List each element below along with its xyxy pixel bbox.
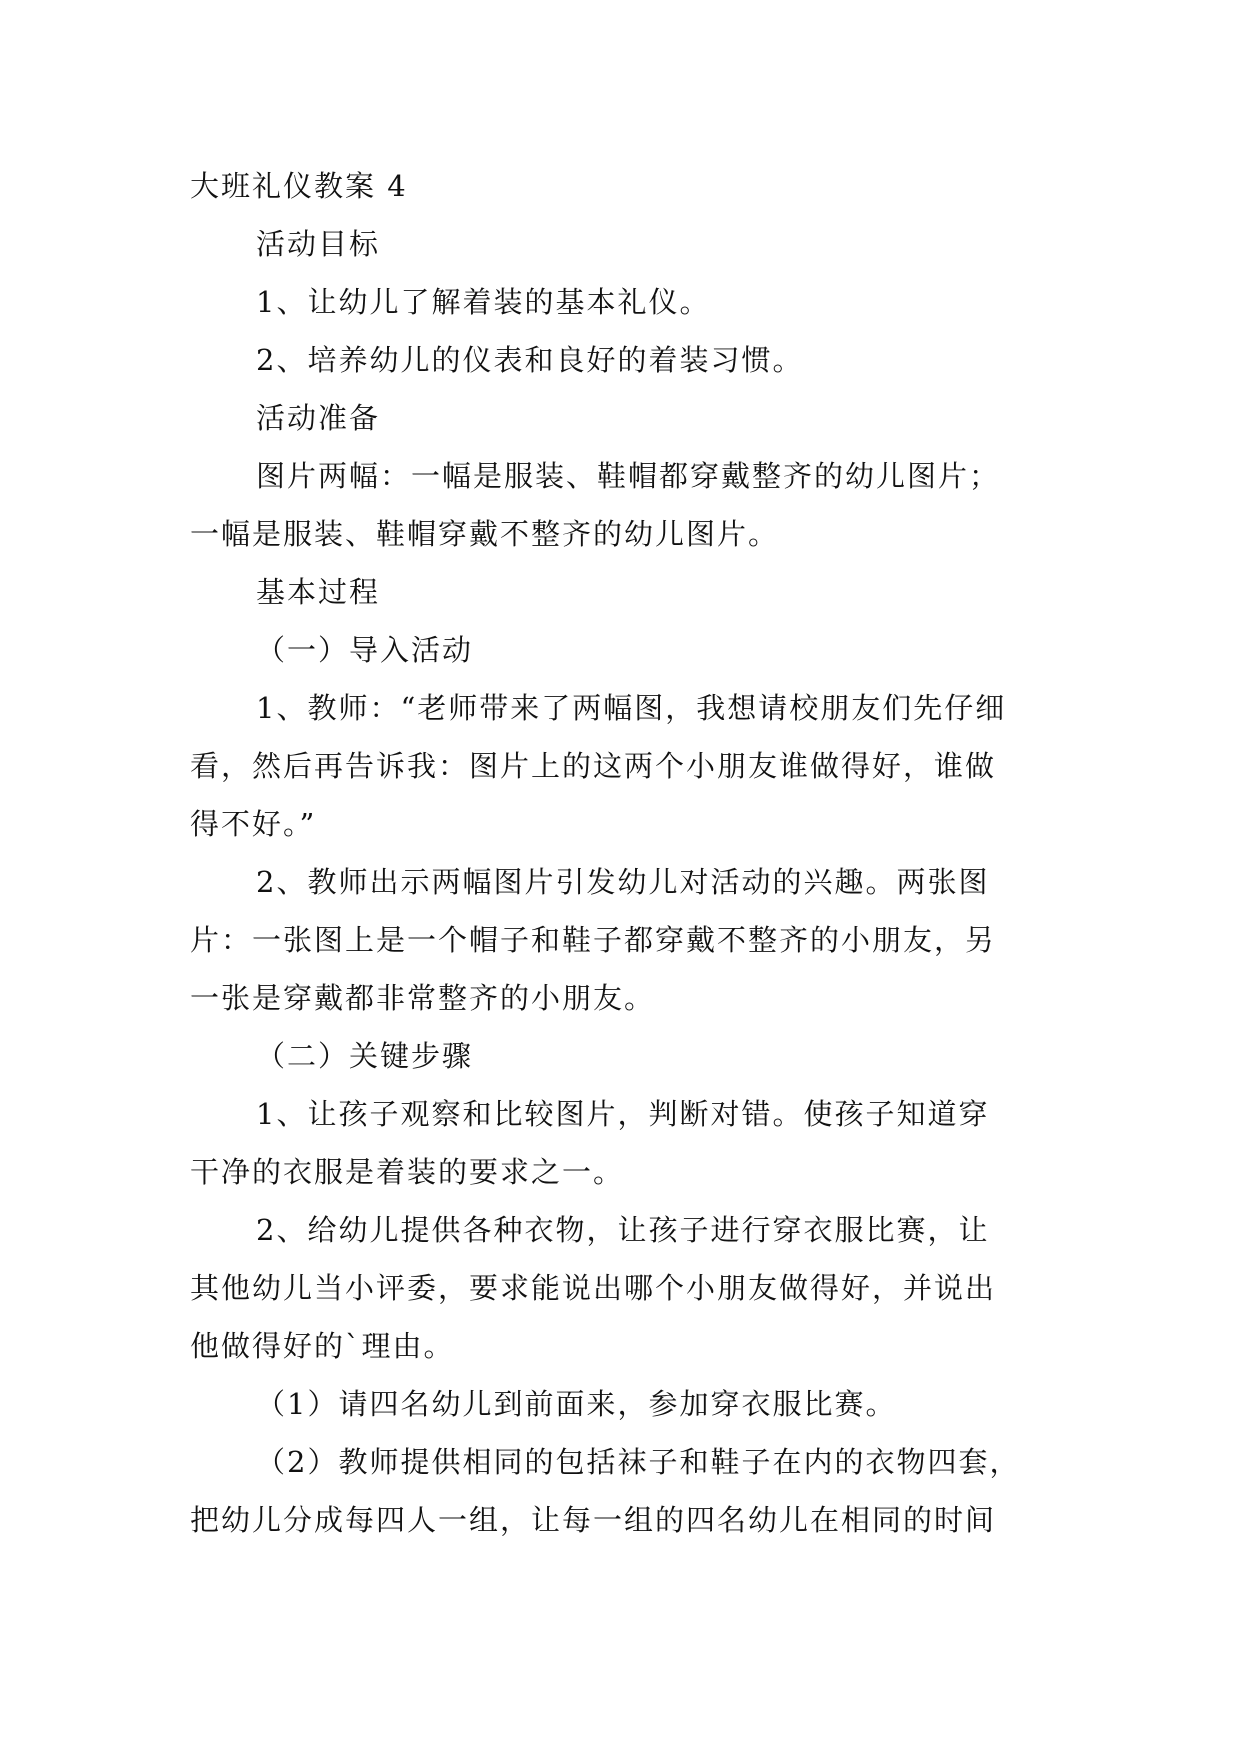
text-line-s2-2c: 他做得好的`理由。	[190, 1329, 455, 1363]
text-line-s2-4a: （2）教师提供相同的包括袜子和鞋子在内的衣物四套，	[256, 1445, 1021, 1479]
text-line-s1-1c: 得不好。”	[190, 807, 317, 841]
text-line-h-goal: 活动目标	[256, 227, 381, 261]
document-title: 大班礼仪教案 4	[190, 169, 408, 203]
text-line-s1-2c: 一张是穿戴都非常整齐的小朋友。	[190, 981, 656, 1015]
text-line-goal-1: 1、让幼儿了解着装的基本礼仪。	[256, 285, 711, 319]
text-line-s2-1b: 干净的衣服是着装的要求之一。	[190, 1155, 625, 1189]
text-line-s1-1b: 看，然后再告诉我：图片上的这两个小朋友谁做得好，谁做	[190, 749, 997, 783]
text-line-s2-2a: 2、给幼儿提供各种衣物，让孩子进行穿衣服比赛，让	[256, 1213, 990, 1247]
text-line-s1-2a: 2、教师出示两幅图片引发幼儿对活动的兴趣。两张图	[256, 865, 990, 899]
text-line-h-process: 基本过程	[256, 575, 381, 609]
text-line-s2-4b: 把幼儿分成每四人一组，让每一组的四名幼儿在相同的时间	[190, 1503, 997, 1537]
text-line-goal-2: 2、培养幼儿的仪表和良好的着装习惯。	[256, 343, 804, 377]
text-line-s2-3: （1）请四名幼儿到前面来，参加穿衣服比赛。	[256, 1387, 897, 1421]
text-line-s1-2b: 片：一张图上是一个帽子和鞋子都穿戴不整齐的小朋友，另	[190, 923, 997, 957]
text-line-h-step2: （二）关键步骤	[256, 1039, 474, 1073]
text-line-prep-1a: 图片两幅：一幅是服装、鞋帽都穿戴整齐的幼儿图片；	[256, 459, 1001, 493]
text-line-s2-2b: 其他幼儿当小评委，要求能说出哪个小朋友做得好，并说出	[190, 1271, 997, 1305]
text-line-s2-1a: 1、让孩子观察和比较图片，判断对错。使孩子知道穿	[256, 1097, 990, 1131]
text-line-s1-1a: 1、教师：“老师带来了两幅图，我想请校朋友们先仔细	[256, 691, 1007, 725]
document-lines	[190, 215, 1060, 1549]
document-body	[190, 157, 1060, 1549]
text-line-prep-1b: 一幅是服装、鞋帽穿戴不整齐的幼儿图片。	[190, 517, 780, 551]
text-line-h-prep: 活动准备	[256, 401, 381, 435]
text-line-h-step1: （一）导入活动	[256, 633, 474, 667]
